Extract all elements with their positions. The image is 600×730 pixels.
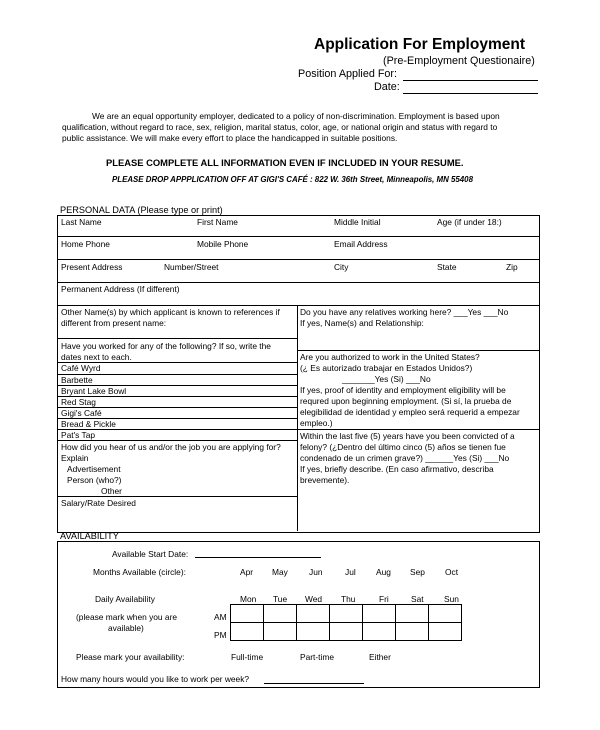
email-field[interactable]: Email Address — [334, 239, 388, 249]
day-fri: Fri — [379, 594, 389, 604]
present-address-field[interactable]: Present Address — [61, 262, 123, 272]
personal-data-heading: PERSONAL DATA (Please type or print) — [60, 205, 223, 215]
row-divider — [57, 305, 539, 306]
street-field[interactable]: Number/Street — [164, 262, 219, 272]
authorized-proof-note: requred upon beginning employment. (Si sí, la prueba de — [300, 396, 512, 406]
eeo-statement-line3: public assistance. We will make every effort to place the handicapped in suitable positions. — [62, 133, 398, 143]
pm-thu-cell[interactable] — [330, 623, 363, 641]
mark-availability-label: Please mark your availability: — [76, 652, 185, 662]
availability-heading: AVAILABILITY — [60, 531, 119, 541]
either-option[interactable]: Either — [369, 652, 391, 662]
day-wed: Wed — [305, 594, 323, 604]
availability-grid — [230, 604, 462, 641]
location-barbette[interactable]: Barbette — [61, 375, 93, 385]
row-divider — [57, 282, 539, 283]
worked-for-label: Have you worked for any of the following? If so, write the — [61, 341, 271, 351]
row-divider — [57, 259, 539, 260]
month-aug[interactable]: Aug — [376, 567, 391, 577]
location-gigis-cafe[interactable]: Gigi's Café — [61, 408, 102, 418]
felony-question: Within the last five (5) years have you been convicted of a — [300, 431, 515, 441]
daily-availability-label: Daily Availability — [95, 594, 155, 604]
age-field[interactable]: Age (if under 18:) — [437, 217, 502, 227]
last-name-field[interactable]: Last Name — [61, 217, 102, 227]
worked-for-label: dates next to each. — [61, 352, 132, 362]
pm-label: PM — [214, 630, 227, 640]
hear-of-us-explain: Explain — [61, 453, 89, 463]
row-divider — [57, 496, 298, 497]
row-divider — [297, 429, 539, 430]
location-pats-tap[interactable]: Pat's Tap — [61, 430, 96, 440]
month-jun[interactable]: Jun — [309, 567, 323, 577]
am-thu-cell[interactable] — [330, 605, 363, 623]
other-option[interactable]: Other — [101, 486, 122, 496]
page-subtitle: (Pre-Employment Questionaire) — [383, 55, 535, 67]
pm-fri-cell[interactable] — [363, 623, 396, 641]
authorized-question: Are you authorized to work in the United States? — [300, 352, 480, 362]
other-names-label: Other Name(s) by which applicant is known to references if — [61, 307, 280, 317]
advertisement-option[interactable]: Advertisement — [67, 464, 121, 474]
felony-yes-no[interactable]: condenado de un crimen grave?) ______Yes (Si) ___No — [300, 453, 510, 463]
complete-all-note: PLEASE COMPLETE ALL INFORMATION EVEN IF INCLUDED IN YOUR RESUME. — [106, 157, 464, 168]
felony-describe[interactable]: If yes, briefly describe. (En caso afirmativo, describa — [300, 464, 494, 474]
am-sat-cell[interactable] — [396, 605, 429, 623]
part-time-option[interactable]: Part-time — [300, 652, 334, 662]
months-label: Months Available (circle): — [93, 567, 186, 577]
middle-initial-field[interactable]: Middle Initial — [334, 217, 381, 227]
zip-field[interactable]: Zip — [506, 262, 518, 272]
day-sat: Sat — [411, 594, 424, 604]
eeo-statement-line2: qualification, without regard to race, sex, religion, marital status, color, age, or national origin and status with regard to — [62, 122, 498, 132]
date-label: Date: — [374, 81, 400, 93]
authorized-proof-note: empleo.) — [300, 418, 333, 428]
position-applied-field[interactable] — [403, 80, 538, 81]
month-apr[interactable]: Apr — [240, 567, 254, 577]
pm-sun-cell[interactable] — [429, 623, 462, 641]
pm-wed-cell[interactable] — [297, 623, 330, 641]
hours-per-week-field[interactable] — [264, 683, 364, 684]
location-cafe-wyrd[interactable]: Café Wyrd — [61, 363, 101, 373]
full-time-option[interactable]: Full-time — [231, 652, 264, 662]
date-field[interactable] — [403, 93, 538, 94]
relatives-detail[interactable]: If yes, Name(s) and Relationship: — [300, 318, 424, 328]
first-name-field[interactable]: First Name — [197, 217, 238, 227]
felony-question: felony? (¿Dentro del último cinco (5) años se tienen fue — [300, 442, 506, 452]
day-thu: Thu — [341, 594, 356, 604]
page-title: Application For Employment — [314, 36, 525, 53]
please-mark-note: available) — [108, 623, 144, 633]
person-option[interactable]: Person (who?) — [67, 475, 122, 485]
mobile-phone-field[interactable]: Mobile Phone — [197, 239, 249, 249]
pm-tue-cell[interactable] — [264, 623, 297, 641]
pm-sat-cell[interactable] — [396, 623, 429, 641]
state-field[interactable]: State — [437, 262, 457, 272]
location-bread-pickle[interactable]: Bread & Pickle — [61, 419, 116, 429]
city-field[interactable]: City — [334, 262, 349, 272]
am-label: AM — [214, 612, 227, 622]
day-sun: Sun — [444, 594, 459, 604]
salary-field[interactable]: Salary/Rate Desired — [61, 498, 136, 508]
hear-of-us-label: How did you hear of us and/or the job you are applying for? — [61, 442, 281, 452]
pm-mon-cell[interactable] — [231, 623, 264, 641]
row-divider — [57, 338, 298, 339]
eeo-statement-line1: We are an equal opportunity employer, dedicated to a policy of non-discrimination. Employment is based upon — [92, 111, 500, 121]
day-mon: Mon — [240, 594, 257, 604]
location-bryant-lake-bowl[interactable]: Bryant Lake Bowl — [61, 386, 127, 396]
authorized-yes-no[interactable]: _______Yes (Si) ___No — [342, 374, 431, 384]
relatives-question[interactable]: Do you have any relatives working here? ___Yes ___No — [300, 307, 509, 317]
authorized-question-es: (¿ Es autorizado trabajar en Estados Unidos?) — [300, 363, 473, 373]
hours-per-week-label: How many hours would you like to work per week? — [61, 674, 250, 684]
am-wed-cell[interactable] — [297, 605, 330, 623]
am-fri-cell[interactable] — [363, 605, 396, 623]
home-phone-field[interactable]: Home Phone — [61, 239, 110, 249]
month-sep[interactable]: Sep — [410, 567, 425, 577]
row-divider — [57, 236, 539, 237]
location-red-stag[interactable]: Red Stag — [61, 397, 96, 407]
start-date-field[interactable] — [195, 557, 321, 558]
am-sun-cell[interactable] — [429, 605, 462, 623]
drop-off-note: PLEASE DROP APPPLICATION OFF AT GIGI'S CAFÉ : 822 W. 36th Street, Minneapolis, MN 55408 — [112, 175, 473, 184]
day-tue: Tue — [273, 594, 288, 604]
please-mark-note: (please mark when you are — [76, 612, 178, 622]
month-may[interactable]: May — [272, 567, 288, 577]
felony-describe[interactable]: brevemente). — [300, 475, 350, 485]
other-names-label: different from present name: — [61, 318, 167, 328]
authorized-proof-note: If yes, proof of identity and employment eligibility will be — [300, 385, 506, 395]
row-divider — [57, 440, 298, 441]
am-mon-cell[interactable] — [231, 605, 264, 623]
start-date-label: Available Start Date: — [112, 549, 189, 559]
row-divider — [57, 374, 298, 375]
am-tue-cell[interactable] — [264, 605, 297, 623]
permanent-address-field[interactable]: Permanent Address (If different) — [61, 284, 180, 294]
row-divider — [297, 350, 539, 351]
authorized-proof-note: elegibilidad de identidad y empleo será requerid a empezar — [300, 407, 520, 417]
month-oct[interactable]: Oct — [445, 567, 459, 577]
month-jul[interactable]: Jul — [345, 567, 356, 577]
position-applied-label: Position Applied For: — [298, 68, 398, 80]
